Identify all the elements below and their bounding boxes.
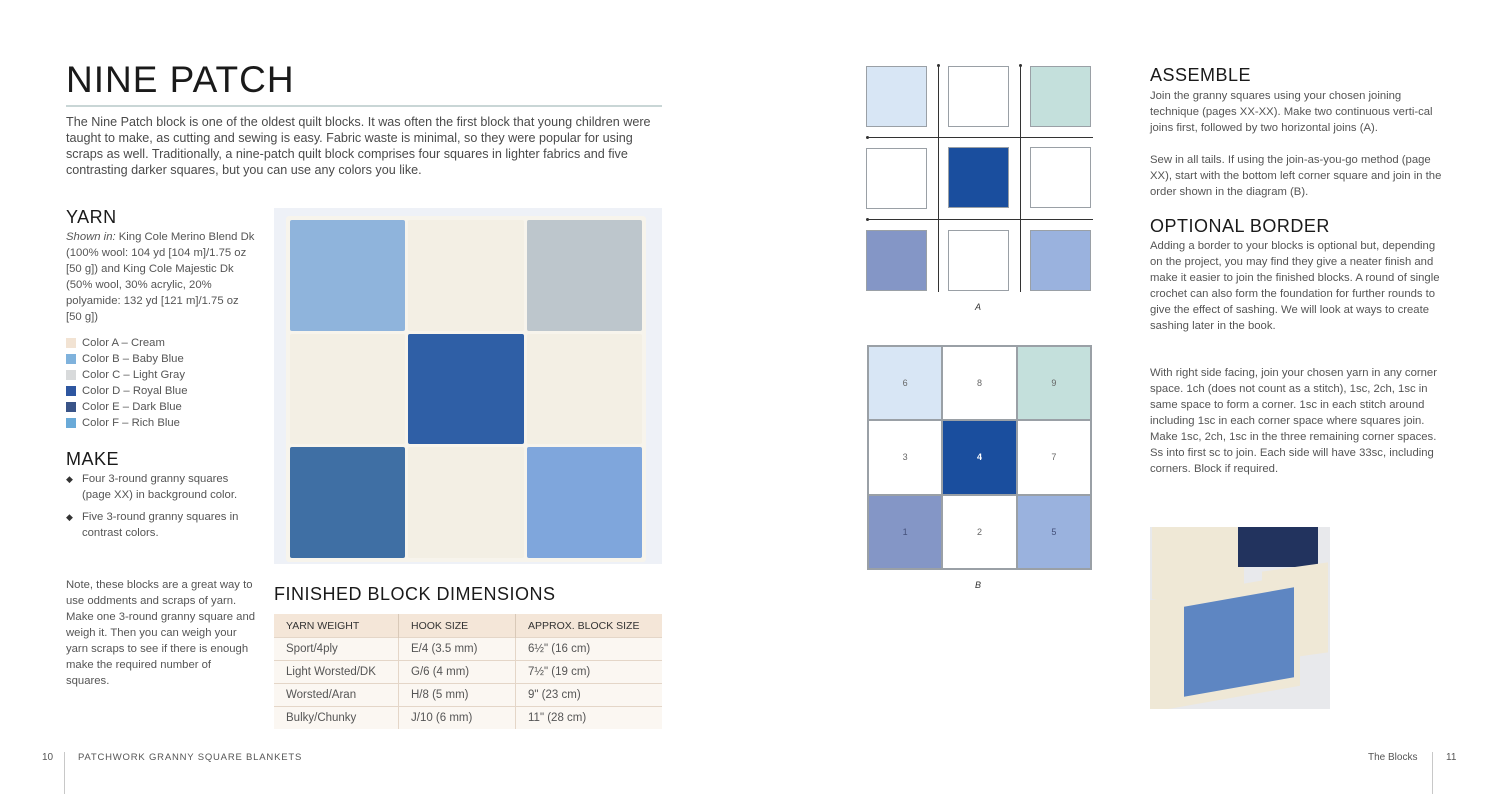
table-row [274,707,662,730]
photo-granny-grid [286,216,646,562]
footer-divider [64,752,65,794]
diagram-square [866,230,927,291]
join-start-dot [866,218,869,221]
join-order-diagram-b [867,345,1092,570]
join-start-dot [1019,64,1022,67]
color-swatch-f [66,418,76,428]
make-item-text: Four 3-round granny squares (page XX) in background color. [82,473,238,501]
cell-yarn-weight: Light Worsted/DK [274,661,399,684]
order-number: 5 [1051,526,1057,537]
order-number: 1 [902,526,908,537]
diagram-square [1030,230,1091,291]
order-number: 7 [1051,452,1057,463]
diagram-square [868,346,942,420]
diamond-bullet-icon: ◆ [66,474,73,484]
photo-square [527,447,642,558]
column-header: HOOK SIZE [399,614,516,638]
nine-patch-photo [274,208,662,564]
color-label: Color E – Dark Blue [82,401,182,413]
yarn-heading: YARN [66,207,117,227]
cell-block-size: 9" (23 cm) [516,684,663,707]
make-item [66,471,256,503]
photo-square [527,334,642,445]
photo-square [527,220,642,331]
border-detail-photo [1150,527,1330,709]
color-item [66,415,256,431]
title-divider [66,105,662,107]
table-row [274,684,662,707]
color-item [66,351,256,367]
diagram-square [1030,147,1091,208]
diagram-square [866,148,927,209]
color-item [66,335,256,351]
order-number: 3 [902,452,908,463]
color-swatch-b [66,354,76,364]
cell-hook-size: G/6 (4 mm) [399,661,516,684]
join-start-dot [866,136,869,139]
table-row [274,661,662,684]
yarn-description [66,229,256,325]
order-number: 9 [1051,378,1057,389]
photo-square [290,447,405,558]
photo-square [408,220,523,331]
color-item [66,383,256,399]
optional-border-heading: OPTIONAL BORDER [1150,216,1330,236]
assemble-heading: ASSEMBLE [1150,65,1252,85]
diamond-bullet-icon: ◆ [66,512,73,522]
diagram-square [942,420,1016,494]
cell-block-size: 6½" (16 cm) [516,638,663,661]
make-heading: MAKE [66,449,120,469]
make-item [66,509,256,541]
order-number: 2 [976,526,982,537]
diagram-b-caption: B [975,580,982,590]
assemble-paragraph-2: Sew in all tails. If using the join-as-you-go method (page XX), start with the bottom left corner square and join in the order shown in the diagram (B). [1150,154,1442,198]
diagram-square [948,147,1009,208]
joining-diagram-a [866,64,1094,292]
horizontal-join-line [867,219,1093,220]
color-swatch-e [66,402,76,412]
join-start-dot [937,64,940,67]
cell-yarn-weight: Worsted/Aran [274,684,399,707]
vertical-join-line [1020,66,1021,292]
right-page-number: 11 [1446,752,1457,763]
cell-hook-size: J/10 (6 mm) [399,707,516,730]
color-swatch-a [66,338,76,348]
dimensions-heading: FINISHED BLOCK DIMENSIONS [274,584,556,604]
shown-in-label: Shown in: [66,231,116,243]
table-row [274,638,662,661]
diagram-square [868,420,942,494]
diagram-square [1030,66,1091,127]
make-item-text: Five 3-round granny squares in contrast colors. [82,511,239,539]
page-title: NINE PATCH [66,59,295,100]
footer-divider [1432,752,1433,794]
left-page-number: 10 [42,752,54,763]
assemble-text [1150,88,1450,200]
diagram-square [948,66,1009,127]
cell-yarn-weight: Sport/4ply [274,638,399,661]
color-swatch-d [66,386,76,396]
diagram-square [1017,346,1091,420]
color-label: Color D – Royal Blue [82,385,188,397]
color-label: Color C – Light Gray [82,369,185,381]
column-header: APPROX. BLOCK SIZE [516,614,663,638]
color-list [66,335,256,431]
diagram-square [1017,495,1091,569]
cell-hook-size: E/4 (3.5 mm) [399,638,516,661]
color-label: Color B – Baby Blue [82,353,184,365]
note-paragraph: Note, these blocks are a great way to use oddments and scraps of yarn. Make one 3-round granny square and weigh it. Then you can weigh your yarn scraps to see if there is enough make the required number of squares. [66,579,256,687]
vertical-join-line [938,66,939,292]
order-number: 6 [902,378,908,389]
optional-border-paragraph-2: With right side facing, join your chosen yarn in any corner space. 1ch (does not count as a stitch), 1sc, 2ch, 1sc in same space to form a corner. 1sc in each stitch around including 1sc in each corner space where squares join. Make 1sc, 2ch, 1sc in the three remaining corner spaces. Ss into first sc to join. Each side will have 33sc, including corners. Block if required. [1150,367,1437,475]
diagram-square [866,66,927,127]
cell-block-size: 11" (28 cm) [516,707,663,730]
photo-square [408,334,523,445]
diagram-square [942,346,1016,420]
cell-block-size: 7½" (19 cm) [516,661,663,684]
cell-yarn-weight: Bulky/Chunky [274,707,399,730]
order-number: 4 [976,452,982,463]
intro-paragraph: The Nine Patch block is one of the oldest quilt blocks. It was often the first block that young children were taught to make, as cutting and sewing is easy. Fabric waste is minimal, so they were popular for using scraps as well. Traditionally, a nine-patch quilt block comprises four squares in lighter fabrics and five contrasting darker squares, but you can use any colors you like. [66,115,651,177]
color-swatch-c [66,370,76,380]
photo-square [290,220,405,331]
assemble-paragraph-1: Join the granny squares using your chosen joining technique (pages XX-XX). Make two continuous verti-cal joins first, followed by two horizontal joins (A). [1150,90,1433,134]
photo-navy-square [1238,527,1318,567]
shown-in-text: King Cole Merino Blend Dk (100% wool: 104 yd [104 m]/1.75 oz [50 g]) and King Cole Majestic Dk (50% wool, 30% acrylic, 20% polyamide: 132 yd [121 m]/1.75 oz [50 g]) [66,231,255,323]
cell-hook-size: H/8 (5 mm) [399,684,516,707]
optional-border-paragraph-1: Adding a border to your blocks is optional but, depending on the project, you may find they give a neater finish and make it easier to join the finished blocks. A round of single crochet can also form the foundation for further rounds to give the effect of sashing. We will look at ways to create sashing later in the book. [1150,240,1440,332]
book-title-footer: PATCHWORK GRANNY SQUARE BLANKETS [78,752,303,763]
diagram-square [868,495,942,569]
table-header-row [274,614,662,638]
diagram-a-caption: A [975,302,982,312]
photo-square [408,447,523,558]
dimensions-table [274,614,662,729]
diagram-square [948,230,1009,291]
section-footer: The Blocks [1368,752,1418,763]
order-number: 8 [976,378,982,389]
photo-square [290,334,405,445]
diagram-square [942,495,1016,569]
make-list [66,471,256,547]
color-item [66,399,256,415]
column-header: YARN WEIGHT [274,614,399,638]
horizontal-join-line [867,137,1093,138]
diagram-square [1017,420,1091,494]
color-label: Color F – Rich Blue [82,417,180,429]
color-item [66,367,256,383]
color-label: Color A – Cream [82,337,165,349]
